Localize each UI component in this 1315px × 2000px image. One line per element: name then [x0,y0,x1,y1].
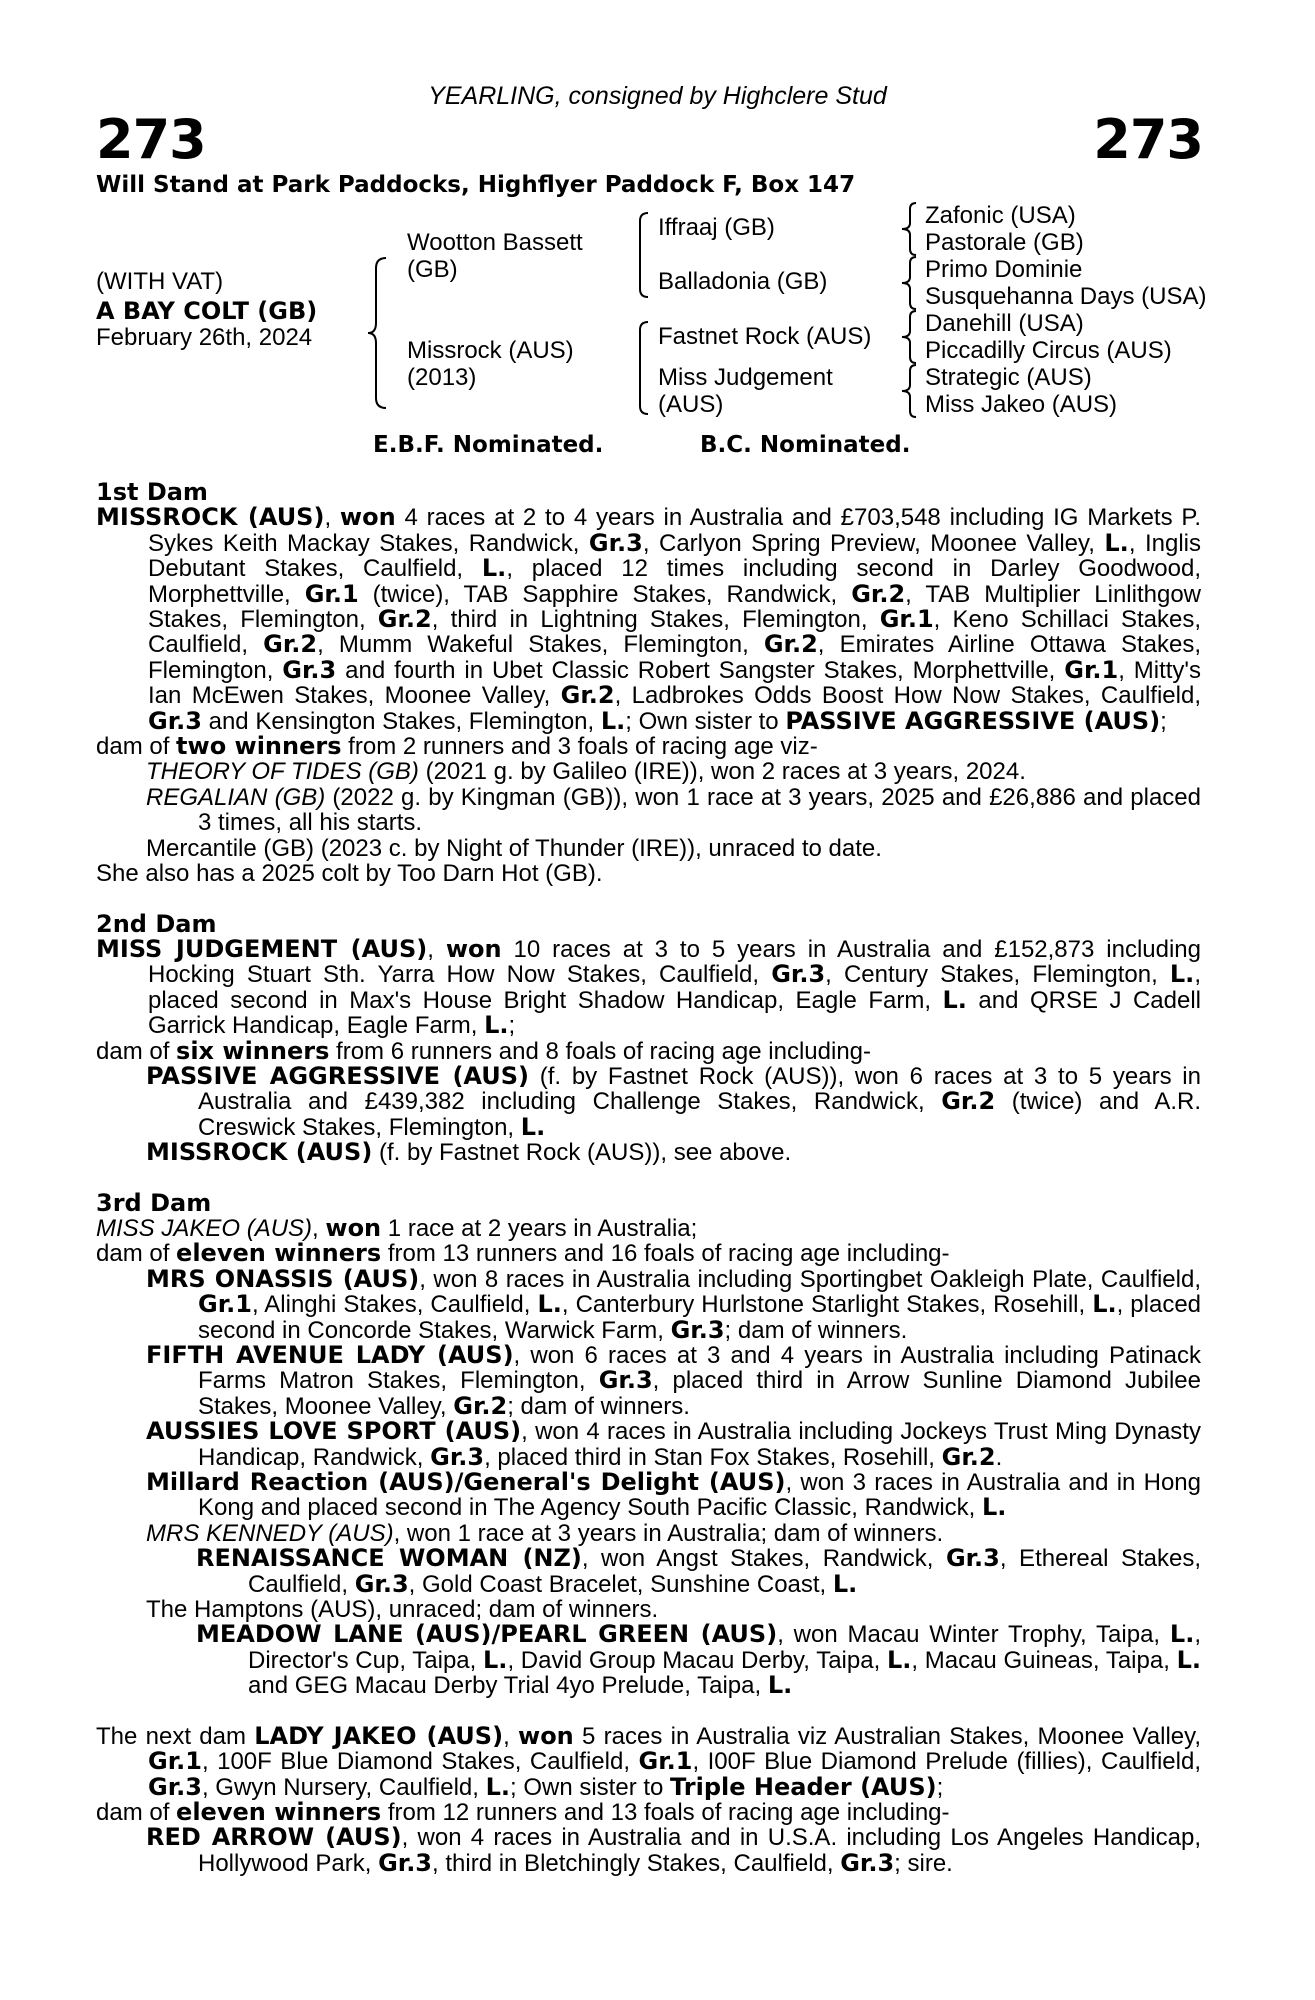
subject-dob: February 26th, 2024 [96,324,313,351]
dam2-produce-1: PASSIVE AGGRESSIVE (AUS) (f. by Fastnet Rock (AUS)), won 6 races at 3 to 5 years in Australia and £439,382 including Challenge Stakes, Randwick, Gr.2 (twice) and A.R. Creswick Stakes, Flemington, L. [146,1061,1202,1141]
brace-dam [634,322,654,414]
brace-sd [900,257,920,309]
dam-sire: Fastnet Rock (AUS) [658,323,872,350]
dam1-record: MISSROCK (AUS), won 4 races at 2 to 4 years in Australia and £703,548 including IG Markets P. Sykes Keith Mackay Stakes, Randwick, Gr.3, Carlyon Spring Preview, Moonee Valley, L., Inglis Debutant Stakes, Caulfield, L., placed 12 times including second in Darley Goodwood, Morphettville, Gr.1 (twice), TAB Sapphire Stakes, Randwick, Gr.2, TAB Multiplier Linlithgow Stakes, Flemington, Gr.2, third in Lightning Stakes, Flemington, Gr.1, Keno Schillaci Stakes, Caulfield, Gr.2, Mumm Wakeful Stakes, Flemington, Gr.2, Emirates Airline Ottawa Stakes, Flemington, Gr.3 and fourth in Ubet Classic Robert Sangster Stakes, Morphettville, Gr.1, Mitty's Ian McEwen Stakes, Moonee Valley, Gr.2, Ladbrokes Odds Boost How Now Stakes, Caulfield, Gr.3 and Kensington Stakes, Flemington, L.; Own sister to PASSIVE AGGRESSIVE (AUS); [96,503,1202,735]
consignment-line: YEARLING, consigned by Highclere Stud [428,82,887,110]
dam1-produce-2: REGALIAN (GB) (2022 g. by Kingman (GB)), won 1 race at 3 years, 2025 and £26,886 and placed 3 times, all his starts. [146,783,1201,837]
ebf-nomination: E.B.F. Nominated. [373,432,604,458]
subject-name: A BAY COLT (GB) [96,297,318,325]
dam3-grandproduce-f: RENAISSANCE WOMAN (NZ), won Angst Stakes, Randwick, Gr.3, Ethereal Stakes, Caulfield, Gr.3, Gold Coast Bracelet, Sunshine Coast, L. [196,1544,1201,1598]
dam3-produce-g: The Hamptons (AUS), unraced; dam of winners. [146,1596,659,1624]
sire-sire: Iffraaj (GB) [658,214,775,241]
dam2-heading: 2nd Dam [96,909,217,938]
dam3-grandproduce-h: MEADOW LANE (AUS)/PEARL GREEN (AUS), won Macau Winter Trophy, Taipa, L., Director's Cup, Taipa, L., David Group Macau Derby, Taipa, L., Macau Guineas, Taipa, L. and GEG Macau Derby Trial 4yo Prelude, Taipa, L. [196,1620,1201,1700]
dam3-produce-e: MRS KENNEDY (AUS), won 1 race at 3 years in Australia; dam of winners. [146,1519,944,1547]
dam-year: (2013) [407,364,477,391]
dam-sire-sire: Danehill (USA) [925,310,1084,337]
vat-note: (WITH VAT) [96,268,224,295]
dam2-produce-2: MISSROCK (AUS) (f. by Fastnet Rock (AUS)), see above. [146,1138,792,1167]
nextdam-produce-summary: dam of eleven winners from 12 runners and 13 foals of racing age including- [96,1797,950,1826]
dam3-heading: 3rd Dam [96,1188,212,1217]
dam1-also: She also has a 2025 colt by Too Darn Hot (GB). [96,860,603,888]
dam-sire-dam: Piccadilly Circus (AUS) [925,337,1172,364]
catalogue-body [96,480,1201,1876]
dam1-name: MISSROCK (AUS) [96,503,325,532]
dam3-produce-b: FIFTH AVENUE LADY (AUS), won 6 races at 3 and 4 years in Australia including Patinack Farms Matron Stakes, Flemington, Gr.3, placed third in Arrow Sunline Diamond Jubilee Stakes, Moonee Valley, Gr.2; dam of winners. [146,1341,1202,1420]
dam-name: Missrock (AUS) [407,337,574,364]
brace-main [368,258,392,408]
brace-sire [634,213,654,297]
dam1-heading: 1st Dam [96,478,208,506]
dam-dam-country: (AUS) [658,391,724,418]
brace-ds [900,311,920,363]
sire-dam: Balladonia (GB) [658,268,828,295]
sire-dam-sire: Primo Dominie [925,256,1083,283]
dam1-produce-summary: dam of two winners from 2 runners and 3 foals of racing age viz- [96,732,818,761]
bc-nomination: B.C. Nominated. [700,432,911,458]
dam3-produce-summary: dam of eleven winners from 13 runners and 16 foals of racing age including- [96,1239,950,1268]
dam2-produce-summary: dam of six winners from 6 runners and 8 foals of racing age including- [96,1036,872,1065]
dam-dam-dam: Miss Jakeo (AUS) [925,391,1118,418]
stand-location: Will Stand at Park Paddocks, Highflyer Paddock F, Box 147 [96,172,856,198]
dam3-record: MISS JAKEO (AUS), won 1 race at 2 years in Australia; [96,1213,698,1242]
nextdam-record: The next dam LADY JAKEO (AUS), won 5 races in Australia viz Australian Stakes, Moonee Valley, Gr.1, 100F Blue Diamond Stakes, Caulfield, Gr.1, I00F Blue Diamond Prelude (fillies), Caulfield, Gr.3, Gwyn Nursery, Caulfield, L.; Own sister to Triple Header (AUS); [96,1721,1202,1801]
dam1-won: won [339,503,396,532]
dam-dam: Miss Judgement [658,364,833,391]
brace-dd [900,365,920,417]
sire-sire-dam: Pastorale (GB) [925,229,1084,256]
dam2-record: MISS JUDGEMENT (AUS), won 10 races at 3 to 5 years in Australia and £152,873 including Hocking Stuart Sth. Yarra How Now Stakes, Caulfield, Gr.3, Century Stakes, Flemington, L., placed second in Max's House Bright Shadow Handicap, Eagle Farm, L. and QRSE J Cadell Garrick Handicap, Eagle Farm, L.; [96,934,1201,1040]
sire-sire-sire: Zafonic (USA) [925,202,1076,229]
dam3-produce-d: Millard Reaction (AUS)/General's Delight (AUS), won 3 races in Australia and in Hong Kong and placed second in The Agency South Pacific Classic, Randwick, L. [146,1468,1201,1522]
brace-ss [900,203,920,255]
dam-dam-sire: Strategic (AUS) [925,364,1092,391]
dam1-produce-3: Mercantile (GB) (2023 c. by Night of Thunder (IRE)), unraced to date. [146,834,882,862]
dam3-produce-a: MRS ONASSIS (AUS), won 8 races in Australia including Sportingbet Oakleigh Plate, Caulfield, Gr.1, Alinghi Stakes, Caulfield, L., Canterbury Hurlstone Starlight Stakes, Rosehill, L., placed second in Concorde Stakes, Warwick Farm, Gr.3; dam of winners. [146,1264,1202,1344]
dam3-produce-c: AUSSIES LOVE SPORT (AUS), won 4 races in Australia including Jockeys Trust Ming Dynasty Handicap, Randwick, Gr.3, placed third in Stan Fox Stakes, Rosehill, Gr.2. [146,1417,1201,1471]
dam1-produce-1: THEORY OF TIDES (GB) (2021 g. by Galileo (IRE)), won 2 races at 3 years, 2024. [146,758,1026,786]
lot-number-right: 273 [1093,108,1203,171]
sire-name: Wootton Bassett [407,229,583,256]
lot-number-left: 273 [96,108,206,171]
sire-country: (GB) [407,256,458,283]
nextdam-produce-1: RED ARROW (AUS), won 4 races in Australia and in U.S.A. including Los Angeles Handicap, Hollywood Park, Gr.3, third in Bletchingly Stakes, Caulfield, Gr.3; sire. [146,1823,1201,1877]
sire-dam-dam: Susquehanna Days (USA) [925,283,1207,310]
